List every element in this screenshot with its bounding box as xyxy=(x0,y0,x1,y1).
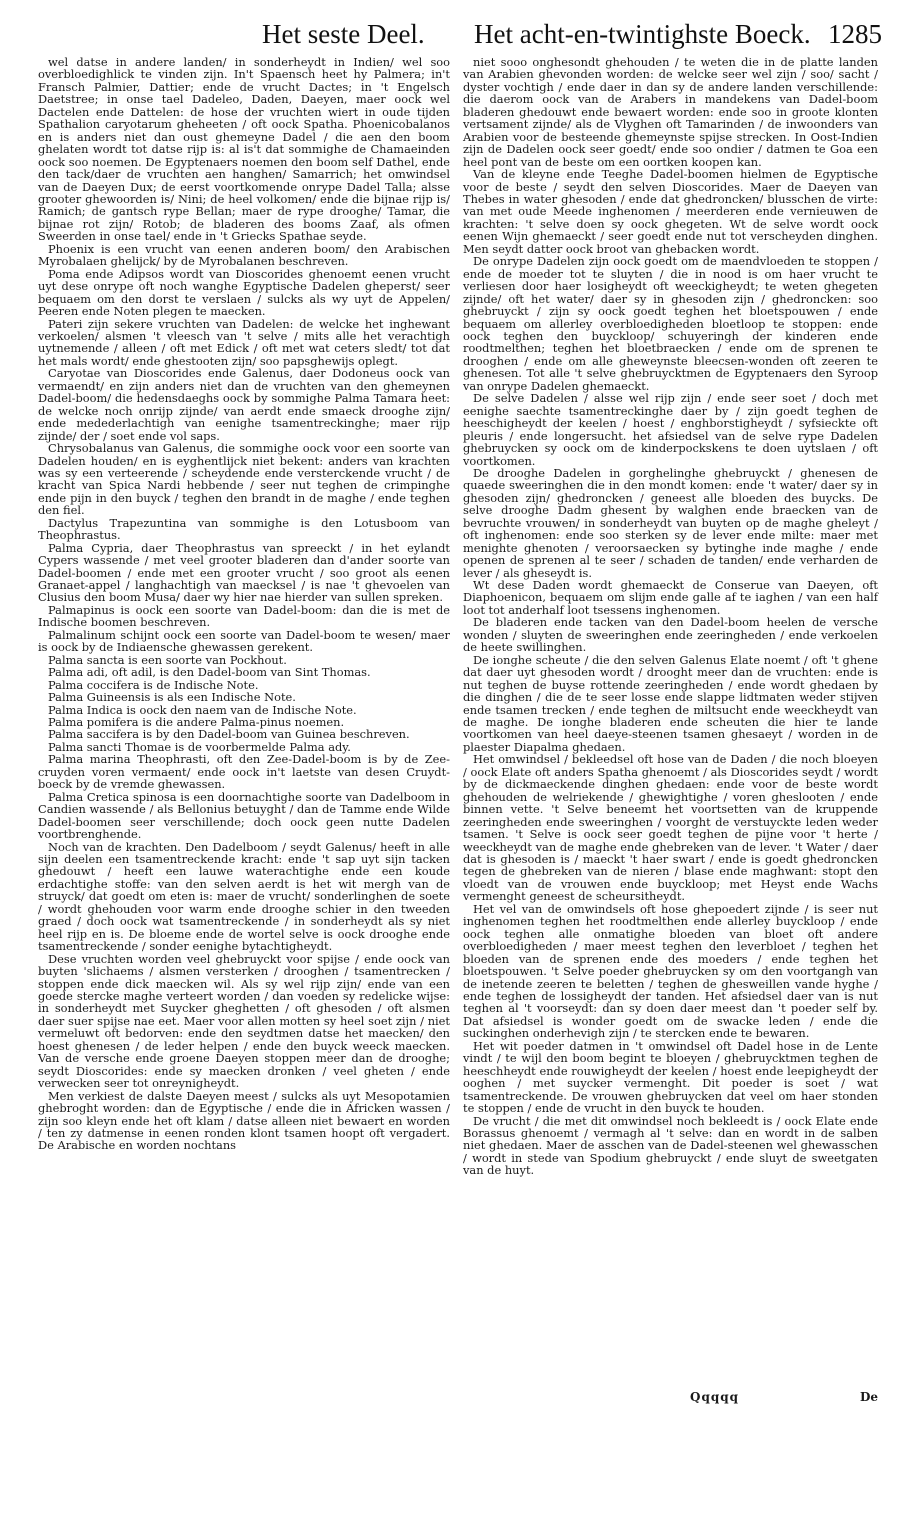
left-text-column xyxy=(38,56,450,1152)
paragraph: Dactylus Trapezuntina van sommighe is den Lotusboom van Theophrastus. xyxy=(38,515,450,543)
paragraph: De selve Dadelen / alsse wel rijp zijn / ende seer soet / doch met eenighe saechte tsamentreckinghe daer by / zijn goedt teghen de heeschigheydt der keelen / hoest / enghborstigheydt / syfsieckte oft pleuris / ende longersucht. het afsiedsel van de selve rype Dadelen ghebruycken sy oock om de kinderpockskens te doen uytslaen / oft voortkomen. xyxy=(463,391,878,468)
right-text-column xyxy=(463,56,878,1177)
paragraph: Noch van de krachten. Den Dadelboom / seydt Galenus/ heeft in alle sijn deelen een tsamentreckende kracht: ende 't sap uyt sijn tacken ghedouwt / heeft een lauwe waterachtighe ende een koude erdachtighe stoffe: van den selven aerdt is het wit mergh van de struyck/ dat goedt om eten is: maer de vrucht/ sonderlinghen de soete / wordt ghehouden voor warm ende drooghe schier in den tweeden graed / doch oock wat tsamentreckende / in sonderheydt als sy niet heel rijp en is. De bloeme ende de wortel selve is oock drooghe ende tsamentreckende / sonder eenighe bytachtigheydt. xyxy=(38,839,450,954)
paragraph: Dese vruchten worden veel ghebruyckt voor spijse / ende oock van buyten 'slichaems / alsmen versterken / drooghen / tsamentrecken / stoppen ende dick maecken wil. Als sy wel rijp zijn/ ende van een goede stercke maghe verteert worden / dan voeden sy redelicke wijse: in sonderheydt met Suycker gheghetten / oft ghesoden / oft alsmen daer suer spijse nae eet. Maer voor allen motten sy heel soet zijn / niet vermeluwt oft bedorven: ende den seydtmen datse het maecken/ den hoest ghenesen / de leder helpen / ende den buyck weeck maecken. Van de versche ende groene Daeyen stoppen meer dan de drooghe; seydt Dioscorides: ende sy maecken dronken / veel gheten / ende verwecken seer tot onreynigheydt. xyxy=(38,951,450,1091)
paragraph: De drooghe Dadelen in gorghelinghe ghebruyckt / ghenesen de quaede sweeringhen die in den mondt komen: ende 't water/ daer sy in ghesoden zijn/ ghedroncken / geneest alle bloeden des buycks. De selve drooghe Dadm ghesent by walghen ende braecken van de bevruchte vrouwen/ in sonderheydt van buyten op de maghe gheleyt / oft inghenomen: ende soo sterken sy de lever ende milte: maer met menighte ghenoten / veroorsaecken sy bytinghe inde maghe / ende openen de sprenen al te seer / schaden de tanden/ ende verharden de lever / als gheseydt is. xyxy=(463,465,878,580)
paragraph: De vrucht / die met dit omwindsel noch bekleedt is / oock Elate ende Borassus ghenoemt / vermagh al 't selve: dan en wordt in de salben niet ghedaen. Maer de asschen van de Dadel-steenen wel ghewasschen / wordt in stede van Spodium ghebruyckt / ende sluyt de sweetgaten van de huyt. xyxy=(463,1113,878,1178)
paragraph: Palma Cypria, daer Theophrastus van spreeckt / in het eylandt Cypers wassende / met veel grooter bladeren dan d'ander soorte van Dadel-boomen / ende met een grooter vrucht / soo groot als eenen Granaet-appel / langhachtigh van maecksel / is nae 't ghevoelen van Clusius den boom Musa/ daer wy hier nae hierder van sullen spreken. xyxy=(38,540,450,605)
paragraph: Caryotae van Dioscorides ende Galenus, daer Dodoneus oock van vermaendt/ en zijn anders niet dan de vruchten van den ghemeynen Dadel-boom/ die hedensdaeghs oock by sommighe Palma Tamara heet: de welcke noch onrijp zijnde/ van aerdt ende smaeck drooghe zijn/ ende medederlachtigh van eenighe tsamentreckinghe; maer rijp zijnde/ der / soet ende vol saps. xyxy=(38,366,450,443)
paragraph: Palma adi, oft adil, is den Dadel-boom van Sint Thomas. xyxy=(48,665,371,680)
paragraph: Palma saccifera is by den Dadel-boom van Guinea beschreven. xyxy=(48,727,410,742)
paragraph: Pateri zijn sekere vruchten van Dadelen: de welcke het inghewant verkoelen/ alsmen 't vleesch van 't selve / mits alle het verachtigh uytnemende / alleen / oft met Edick / oft met wat ceters sledt/ tot dat het mals wordt/ ende ghestooten zijn/ soo papsghewijs oplegt. xyxy=(38,316,450,368)
paragraph: niet sooo onghesondt ghehouden / te weten die in de platte landen van Arabien ghevonden worden: de welcke seer wel zijn / soo/ sacht / dyster vochtigh / ende daer in dan sy de andere landen verschillende: die daerom oock van de Arabers in mandekens van Dadel-boom bladeren ghedouwt ende bewaert worden: ende soo in groote klonten vertsament zijnde/ als de Vlyghen oft Tamarinden / de inwoonders van Arabien voor de besteende ghemeynste spijse strecken. In Oost-Indien zijn de Dadelen oock seer goedt/ ende soo ondier / datmen te Goa een heel pont van de beste om een oortken koopen kan. xyxy=(463,55,878,169)
paragraph: De onrype Dadelen zijn oock goedt om de maendvloeden te stoppen / ende de moeder tot te sluyten / die in nood is om haer vrucht te verliesen door haer losigheydt oft weeckigheydt; te weten ghegeten zijnde/ oft het water/ daer sy in ghesoden zijn / ghedroncken: soo ghebruyckt / zijn sy oock goedt teghen het bloetspouwen / ende bequaem om allerley overbloedigheden bloetloop te stoppen: ende oock teghen den buyckloop/ schuyeringh der kinderen ende roodtmelthen; teghen het bloetbraecken / ende om de sprenen te drooghen / ende om alle gheweynste bleecsen-wonden oft zeeren te ghenesen. Tot alle 't selve ghebruycktmen de Egyptenaers den Syroop van onrype Dadelen ghemaeckt. xyxy=(463,254,878,393)
paragraph: Palma coccifera is de Indische Note. xyxy=(48,677,259,692)
paragraph: wel datse in andere landen/ in sonderheydt in Indien/ wel soo overbloedighlick te vinden zijn. In't Spaensch heet hy Palmera; in't Fransch Palmier, Dattier; ende de vrucht Dactes; in 't Engelsch Daetstree; in onse tael Dadeleo, Daden, Daeyen, maer oock wel Dactelen ende Dattelen: de hose der vruchten wiert in oude tijden Spathalion caryotarum gheheeten / oft oock Spatha. Phoenicobalanos en is anders niet dan oust ghemeyne Dadel / die aen den boom ghelaten wordt tot datse rijp is: al is't dat sommighe de Chamaeinden oock soo noemen. De Egyptenaers noemen den boom self Dathel, ende den tack/daer de vruchten aen hanghen/ Samarrich; het omwindsel van de Daeyen Dux; de eerst voortkomende onrype Dadel Talla; alsse grooter ghewoorden is/ Nini; de heel volkomen/ ende die bijnae rijp is/ Ramich; de gantsch rype Bellan; maer de rype drooghe/ Tamar, die bijnae rot zijn/ Rotob; de bladeren des booms Zaaf, als ofmen Sweerden in onse tael/ ende in 't Griecks Spathae seyde. xyxy=(38,55,450,244)
paragraph: Het omwindsel / bekleedsel oft hose van de Daden / die noch bloeyen / oock Elate oft anders Spatha ghenoemt / als Dioscorides seydt / wordt by de dickmaeckende dinghen ghedaen: ende voor de beste wordt ghehouden de welriekende / ghewightighe / voren gheslooten / ende binnen vette. 't Selve beneemt het voortsetten van de kruppende zeeringheden ende sweeringhen / voorght de verstuyckte leden weder tsamen. 't Selve is oock seer goedt teghen de pijne voor 't herte / weeckheydt van de maghe ende ghebreken van de lever. 't Water / daer dat is ghesoden is / maeckt 't haer swart / ende is goedt ghedroncken tegen de ghebreken van de nieren / blase ende maghwant: stopt den vloedt van de vrouwen ende buyckloop; met Heyst ende Wachs vermenght geneest de scheursitheydt. xyxy=(463,752,878,904)
paragraph: Chrysobalanus van Galenus, die sommighe oock voor een soorte van Dadelen houden/ en is eyghentlijck niet bekent: anders van krachten was sy een verteerende / scheydende ende versterckende vrucht / de kracht van Spica Nardi hebbende / seer nut teghen de crimpinghe ende pijn in den buyck / teghen den brandt in de maghe / ende teghen den fiel. xyxy=(38,441,450,518)
page-footer xyxy=(38,1390,878,1410)
paragraph: Palmalinum schijnt oock een soorte van Dadel-boom te wesen/ maer is oock by de Indiaensche ghewassen gerekent. xyxy=(38,627,450,655)
running-head xyxy=(262,14,882,54)
running-head-part: Het seste Deel. xyxy=(262,19,425,49)
signature-mark: Qqqqq xyxy=(690,1390,740,1404)
page-number: 1285 xyxy=(828,19,882,49)
paragraph: Palma sancti Thomae is de voorbermelde Palma ady. xyxy=(48,739,351,754)
paragraph: De bladeren ende tacken van den Dadel-boom heelen de versche wonden / sluyten de sweeringhen ende zeeringheden / ende verkoelen de heete swillinghen. xyxy=(463,615,878,655)
catchword: De xyxy=(859,1390,878,1404)
paragraph: Het vel van de omwindsels oft hose ghepoedert zijnde / is seer nut inghenomen teghen het roodtmelthen ende allerley buyckloop / ende oock teghen alle onmatighe bloeden van bloet oft andere overbloedigheden / maer meest teghen den leverbloet / teghen het bloeden van de sprenen ende des moeders / ende teghen het bloetspouwen. 't Selve poeder ghebruycken sy om den voortgangh van de inetende zeeren te beletten / teghen de ghesweillen vande hyghe / ende teghen de lossigheydt der tanden. Het afsiedsel daer van is nut teghen al 't voorseydt: dan sy doen daer meest dan 't poeder self by. Dat afsiedsel is wonder goedt om de swacke leden / ende die suckinghen onderhevigh zijn / te stercken ende te bewaren. xyxy=(463,901,878,1041)
paragraph: Palmapinus is oock een soorte van Dadel-boom: dan die is met de Indische boomen beschreven. xyxy=(38,602,450,630)
paragraph: Wt dese Daden wordt ghemaeckt de Conserue van Daeyen, oft Diaphoenicon, bequaem om slijm ende galle af te iaghen / van een half loot tot anderhalf loot tsessens inghenomen. xyxy=(463,578,878,617)
paragraph: De ionghe scheute / die den selven Galenus Elate noemt / oft 't ghene dat daer uyt ghesoden wordt / drooght meer dan de vruchten: ende is nut teghen de buyse rottende zeeringheden / ende wordt ghedaen by die dinghen / die de te seer losse ende slappe lidtmaten weder stijven ende tsamen trecken / ende teghen de miltsucht ende weeckheydt van de maghe. De ionghe bladeren ende scheuten die hier te lande voortkomen van heel daeye-steenen tsamen ghesaeyt / worden in de plaester Diapalma ghedaen. xyxy=(463,652,878,754)
paragraph: Van de kleyne ende Teeghe Dadel-boomen hielmen de Egyptische voor de beste / seydt den selven Dioscorides. Maer de Daeyen van Thebes in water ghesoden / ende dat ghedroncken/ blusschen de virte: van met oude Meede inghenomen / meerderen ende vernieuwen de krachten: 't selve doen sy oock ghegeten. Wt de selve wordt oock eenen Wijn ghemaeckt / seer goedt ende nut tot verscheyden dinghen. Men seydt datter oock broot van ghebacken wordt. xyxy=(463,167,878,256)
paragraph: Palma Indica is oock den naem van de Indische Note. xyxy=(48,702,357,717)
paragraph: Phoenix is een vrucht van eenen anderen boom/ den Arabischen Myrobalaen ghelijck/ by de Myrobalanen beschreven. xyxy=(38,241,450,269)
paragraph: Palma marina Theophrasti, oft den Zee-Dadel-boom is by de Zee-cruyden voren vermaent/ ende oock in't laetste van desen Cruydt-boeck by de vremde ghewassen. xyxy=(38,752,450,792)
running-head-book: Het acht-en-twintighste Boeck. xyxy=(474,19,811,49)
paragraph: Palma sancta is een soorte van Pockhout. xyxy=(48,652,287,667)
paragraph: Men verkiest de dalste Daeyen meest / sulcks als uyt Mesopotamien ghebroght worden: dan de Egyptische / ende die in Africken wassen / zijn soo kleyn ende het oft klam / datse alleen niet bewaert en worden / ten zy datmense in eenen ronden klont tsamen hoopt oft vergadert. De Arabische en worden nochtans xyxy=(38,1088,450,1153)
paragraph: Palma Guineensis is als een Indische Note. xyxy=(48,690,296,705)
paragraph: Het wit poeder datmen in 't omwindsel oft Dadel hose in de Lente vindt / te wijl den boom begint te bloeyen / ghebruycktmen teghen de heeschheydt ende rouwigheydt der keelen / hoest ende leepigheydt der ooghen / met suycker vermenght. Dit poeder is soet / wat tsamentreckende. De vrouwen ghebruycken dat veel om haer stonden te stoppen / ende de vrucht in den buyck te houden. xyxy=(463,1038,878,1116)
paragraph: Palma pomifera is die andere Palma-pinus noemen. xyxy=(48,715,345,730)
paragraph: Poma ende Adipsos wordt van Dioscorides ghenoemt eenen vrucht uyt dese onrype oft noch wanghe Egyptische Dadelen gheperst/ seer bequaem om den dorst te verslaen / sulcks als wy uyt de Appelen/ Peeren ende Noten plegen te maecken. xyxy=(38,266,450,319)
paragraph: Palma Cretica spinosa is een doornachtighe soorte van Dadelboom in Candien wassende / als Bellonius betuyght / dan de Tamme ende Wilde Dadel-boomen seer verschillende; doch oock geen nutte Dadelen voortbrenghende. xyxy=(38,789,450,842)
